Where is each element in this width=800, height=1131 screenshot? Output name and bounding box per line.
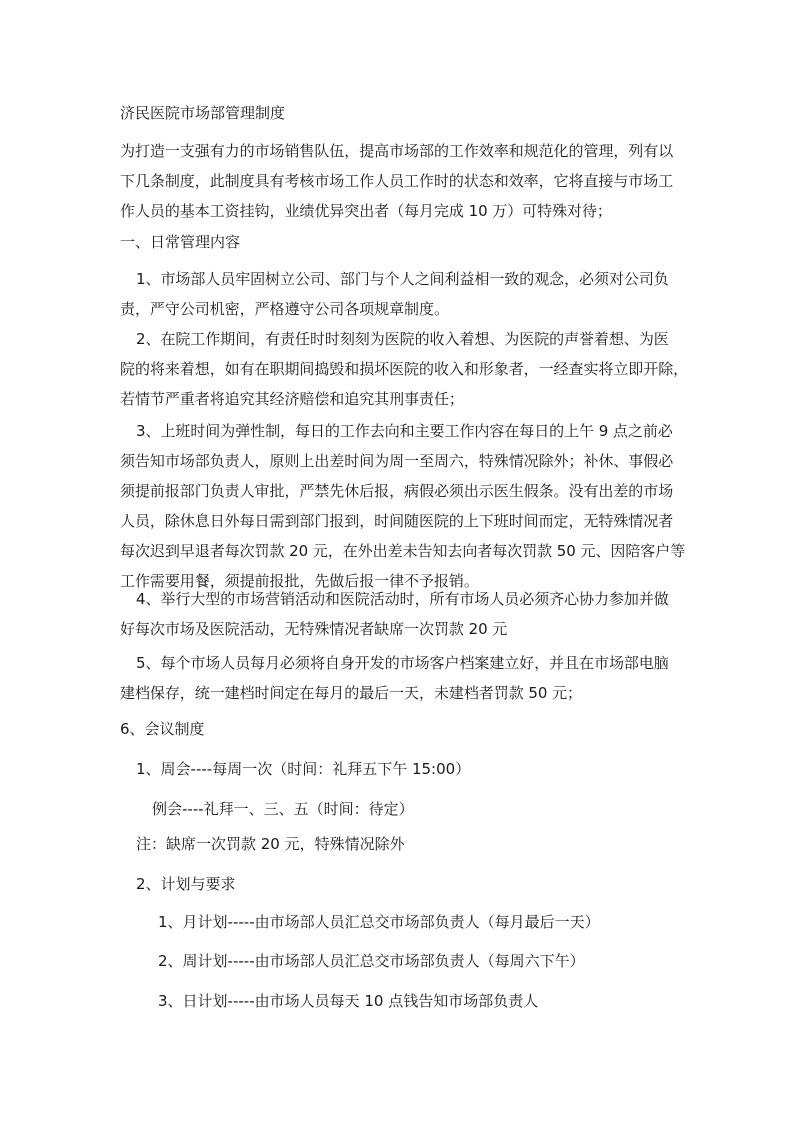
item-3-line: 工作需要用餐，须提前报批，先做后报一律不予报销。 xyxy=(120,572,479,590)
meeting-regular: 例会----礼拜一、三、五（时间：待定） xyxy=(152,800,414,818)
item-1-line: 责，严守公司机密，严格遵守公司各项规章制度。 xyxy=(120,300,449,318)
meeting-note: 注：缺席一次罚款 20 元，特殊情况除外 xyxy=(136,835,405,853)
intro-line: 下几条制度，此制度具有考核市场工作人员工作时的状态和效率，它将直接与市场工 xyxy=(120,172,674,190)
section-heading-daily-management: 一、日常管理内容 xyxy=(120,233,241,251)
item-2-line: 若情节严重者将追究其经济赔偿和追究其刑事责任； xyxy=(120,390,464,408)
item-4-paragraph xyxy=(120,584,686,644)
plan-daily: 3、日计划-----由市场人员每天 10 点钱告知市场部负责人 xyxy=(158,992,539,1010)
item-2-line: 院的将来着想，如有在职期间捣毁和损坏医院的收入和形象者，一经查实将立即开除， xyxy=(120,360,689,378)
intro-paragraph xyxy=(120,136,686,226)
document-title: 济民医院市场部管理制度 xyxy=(120,104,286,122)
item-2-paragraph xyxy=(120,324,689,414)
item-3-line: 每次迟到早退者每次罚款 20 元，在外出差未告知去向者每次罚款 50 元、因陪客户等 xyxy=(120,542,686,560)
plan-weekly: 2、周计划-----由市场部人员汇总交市场部负责人（每周六下午） xyxy=(158,952,585,970)
item-5-paragraph xyxy=(120,648,686,708)
plan-monthly: 1、月计划-----由市场部人员汇总交市场部负责人（每月最后一天） xyxy=(158,913,600,931)
item-3-line: 须告知市场部负责人，原则上出差时间为周一至周六，特殊情况除外；补休、事假必 xyxy=(120,452,674,470)
item-3-line: 3、上班时间为弹性制，每日的工作去向和主要工作内容在每日的上午 9 点之前必 xyxy=(136,422,673,440)
item-4-line: 4、举行大型的市场营销活动和医院活动时，所有市场人员必须齐心协力参加并做 xyxy=(136,590,669,608)
item-4-line: 好每次市场及医院活动，无特殊情况者缺席一次罚款 20 元 xyxy=(120,620,508,638)
intro-line: 作人员的基本工资挂钩，业绩优异突出者（每月完成 10 万）可特殊对待； xyxy=(120,202,612,220)
item-5-line: 建档保存，统一建档时间定在每月的最后一天，未建档者罚款 50 元； xyxy=(120,684,582,702)
item-3-paragraph xyxy=(120,416,686,596)
section-heading-meeting-system: 6、会议制度 xyxy=(120,720,205,738)
item-1-line: 1、市场部人员牢固树立公司、部门与个人之间利益相一致的观念，必须对公司负 xyxy=(136,270,669,288)
item-3-line: 须提前报部门负责人审批，严禁先休后报，病假必须出示医生假条。没有出差的市场 xyxy=(120,482,674,500)
item-1-paragraph xyxy=(120,264,686,324)
plan-heading: 2、计划与要求 xyxy=(136,875,236,893)
item-3-line: 人员，除休息日外每日需到部门报到，时间随医院的上下班时间而定，无特殊情况者 xyxy=(120,512,674,530)
item-5-line: 5、每个市场人员每月必须将自身开发的市场客户档案建立好，并且在市场部电脑 xyxy=(136,654,669,672)
meeting-weekly: 1、周会----每周一次（时间：礼拜五下午 15:00） xyxy=(136,760,471,778)
item-2-line: 2、在院工作期间，有责任时时刻刻为医院的收入着想、为医院的声誉着想、为医 xyxy=(136,330,669,348)
intro-line: 为打造一支强有力的市场销售队伍，提高市场部的工作效率和规范化的管理，列有以 xyxy=(120,142,674,160)
